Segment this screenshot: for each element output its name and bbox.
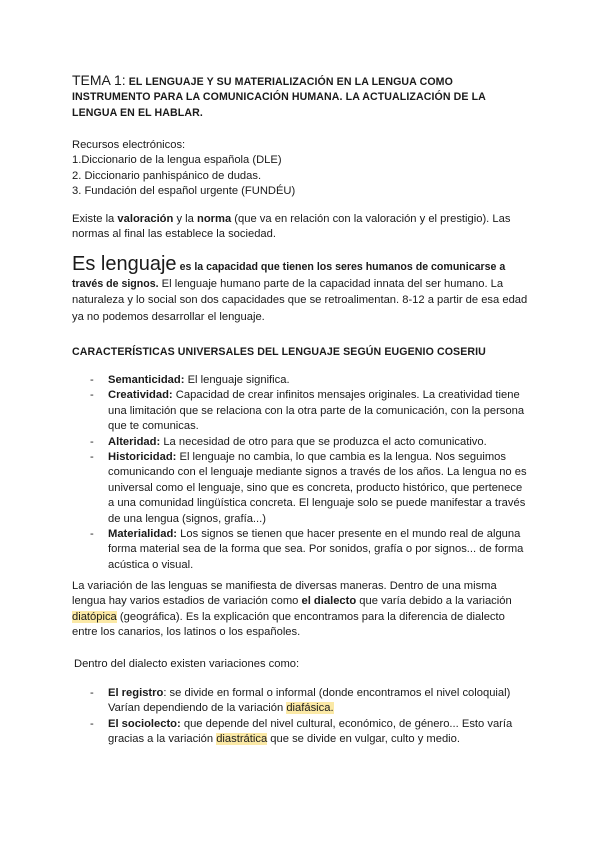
definition-paragraph [72,253,528,325]
definition-bold-text: es la capacidad que tienen los seres humanos de comunicarse a través de signos. [72,261,506,290]
resources-heading: Recursos electrónicos: [72,139,186,151]
text-span: que varía debido a la variación [356,595,512,608]
text-span: y la [173,213,197,225]
title-tema: TEMA 1: [72,72,126,88]
title-text: EL LENGUAJE Y SU MATERIALIZACIÓN EN LA LENGUA COMO INSTRUMENTO PARA LA COMUNICACIÓN HUMANA. LA ACTUALIZACIÓN DE LA LENGUA EN EL HABLAR. [72,76,486,119]
characteristics-heading: CARACTERÍSTICAS UNIVERSALES DEL LENGUAJE SEGÚN EUGENIO COSERIU [72,346,486,358]
item-text: : se divide en formal o informal (donde encontramos el nivel coloquial) Varían dependiendo de la variación [108,687,511,715]
dash-bullet: - [90,717,94,730]
definition-big-text: Es lenguaje [72,253,177,275]
highlight-diatopica: diatópica [72,610,117,623]
bold-norma: norma [197,213,232,225]
item-text: que se divide en vulgar, culto y medio. [267,733,460,746]
list-item [90,717,528,748]
dash-bullet: - [90,389,94,402]
highlight-diafasica: diafásica. [286,702,334,715]
text-span: (geográfica). Es la explicación que encontramos para la diferencia de dialecto entre los canarios, los latinos o los españoles. [72,610,505,639]
item-text: Los signos se tienen que hacer presente en el mundo real de alguna forma material sea de la forma que sea. Por sonidos, grafía o por signos... de forma acústica o visual. [108,528,524,571]
item-text: Capacidad de crear infinitos mensajes originales. La creatividad tiene una limitación que se relaciona con la otra parte de la comunicación, con la persona que te comunicas. [108,389,525,433]
characteristics-list [90,373,528,573]
dentro-paragraph: Dentro del dialecto existen variaciones como: [74,658,300,670]
highlight-diastratica: diastrática [216,733,268,746]
list-item [90,686,528,717]
list-item [90,388,528,434]
item-term: Semanticidad: [108,374,185,386]
item-text: que depende del nivel cultural, económico, de género... Esto varía gracias a la variación [108,717,513,746]
resources-section [72,138,528,200]
item-term: El sociolecto: [108,717,181,730]
bold-valoracion: valoración [117,213,174,225]
resource-item: 1.Diccionario de la lengua española (DLE) [72,154,282,167]
item-text: El lenguaje significa. [184,374,290,386]
subvariations-list [90,686,528,748]
definition-rest: El lenguaje humano parte de la capacidad innata del ser humano. La naturaleza y lo social son dos capacidades que se retroalimentan. 8-12 a partir de esa edad ya no podemos desarrollar el lenguaje. [72,277,528,323]
document-title [72,73,528,121]
dash-bullet: - [90,374,94,386]
text-span: (que va en relación con la valoración y el prestigio). Las normas al final las establece la sociedad. [72,213,511,241]
list-item [90,527,528,573]
item-text: El lenguaje no cambia, lo que cambia es la lengua. Nos seguimos comunicando con el lenguaje mediante signos a través de los años. La lengua no es universal como el lenguaje, sino que es concreta, producto histórico, que pertenece a una comunidad lingüística concreta. El lenguaje solo se puede manifestar a través de una lengua (signos, grafía...) [108,451,527,525]
item-term: Historicidad: [108,451,177,464]
text-span: Existe la [72,213,118,225]
variation-paragraph [72,579,528,641]
list-item [90,373,528,388]
list-item [90,435,528,450]
item-term: Alteridad: [108,435,161,448]
resource-item: 2. Diccionario panhispánico de dudas. [72,169,262,182]
dash-bullet: - [90,528,94,541]
norma-paragraph [72,212,528,243]
dash-bullet: - [90,435,94,448]
bold-dialecto: el dialecto [301,595,357,608]
dash-bullet: - [90,451,94,464]
resource-item: 3. Fundación del español urgente (FUNDÉU) [72,185,296,198]
item-term: El registro [108,687,164,699]
item-term: Creatividad: [108,389,173,402]
item-term: Materialidad: [108,528,178,541]
text-span: La variación de las lenguas se manifiesta de diversas maneras. Dentro de una misma lengua hay varios estadios de variación como [72,580,497,608]
item-text: La necesidad de otro para que se produzca el acto comunicativo. [160,435,487,448]
dash-bullet: - [90,687,94,699]
list-item [90,450,528,527]
